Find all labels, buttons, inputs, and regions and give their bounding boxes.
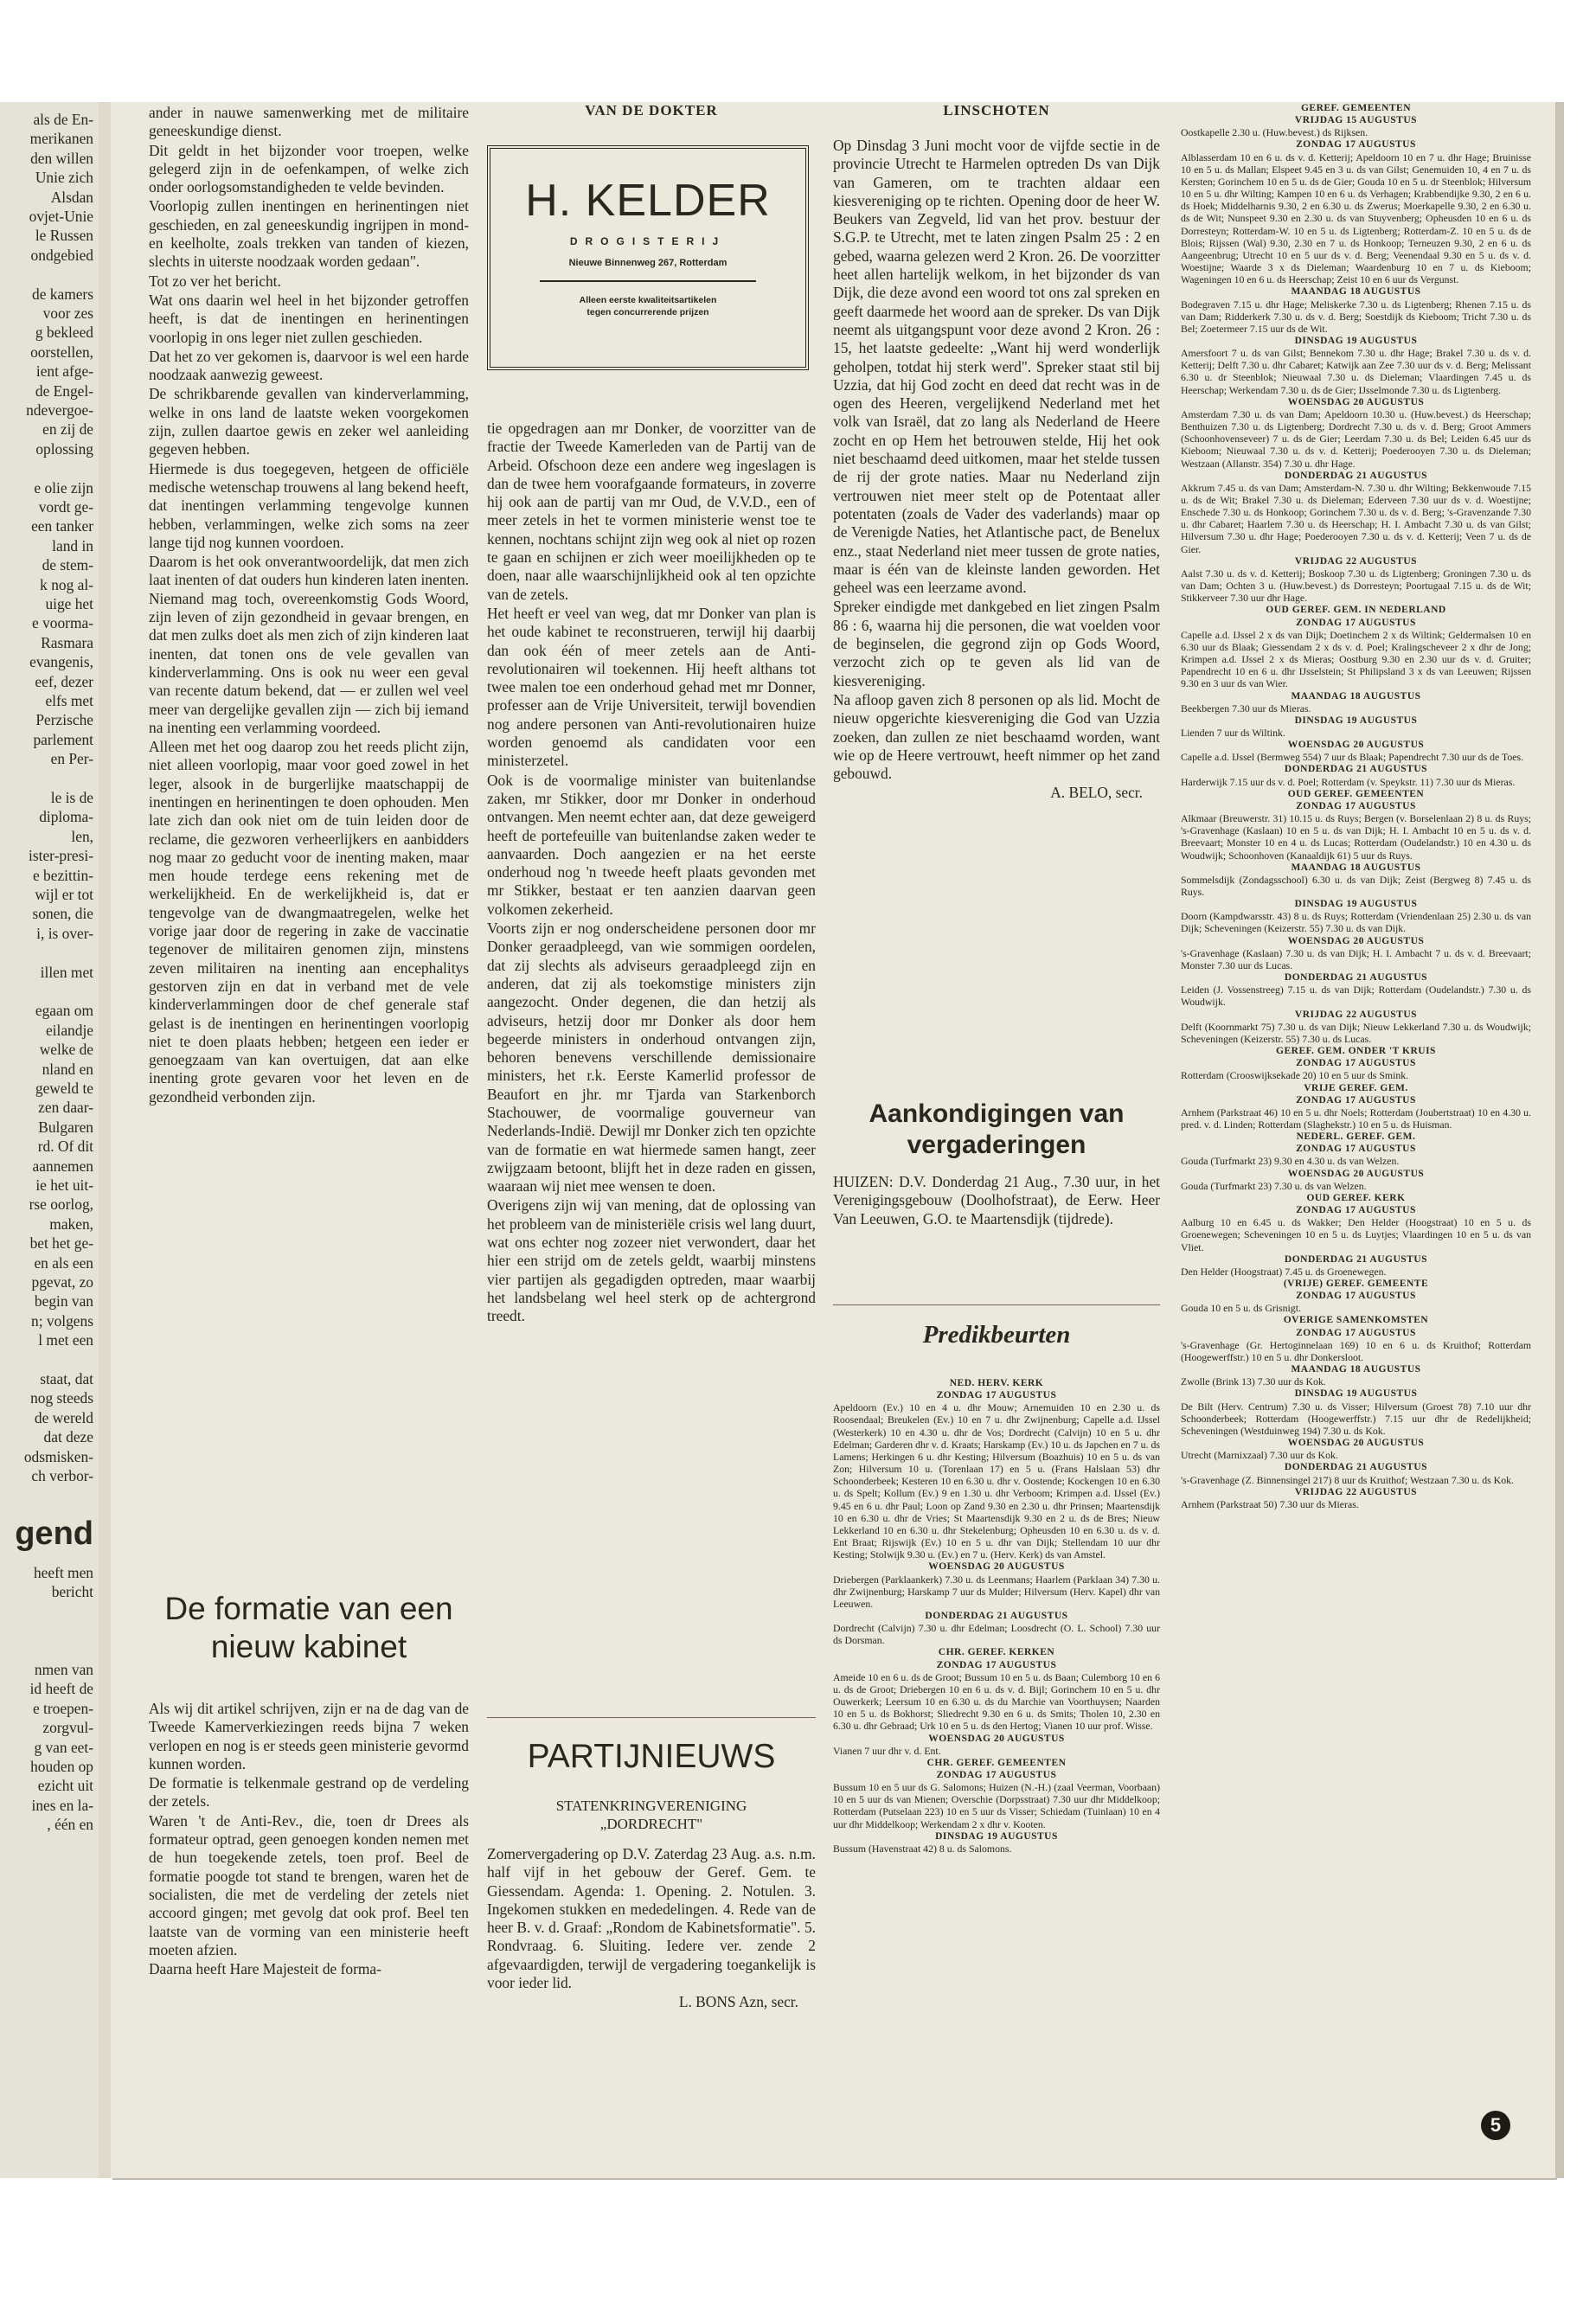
- left-page-fragment: le is de: [50, 789, 93, 806]
- left-page-fragment: len,: [71, 827, 93, 845]
- service-heading: WOENSDAG 20 AUGUSTUS: [928, 1561, 1065, 1573]
- service-entry: Dordrecht (Calvijn) 7.30 u. dhr Edelman; Loosdrecht (O. L. School) 7.30 uur ds Dorsman.: [833, 1622, 1160, 1647]
- paragraph: Hiermede is dus toegegeven, hetgeen de officiële medische wetenschap trouwens al lang bekend heeft, dat inentingen verlamming tengevolge kunnen hebben, verlammingen, welke zich soms na zeer lange tijd nog kunnen voordoen.: [149, 459, 469, 551]
- service-heading: WOENSDAG 20 AUGUSTUS: [928, 1733, 1065, 1744]
- service-heading: DONDERDAG 21 AUGUSTUS: [925, 1610, 1068, 1621]
- service-heading: ZONDAG 17 AUGUSTUS: [1296, 800, 1416, 811]
- left-page-fragment: den willen: [30, 149, 93, 167]
- ad-type: DROGISTERIJ: [569, 235, 727, 247]
- paragraph: Spreker eindigde met dankgebed en liet zingen Psalm 86 : 6, waarna hij die personen, die wat voelden voor de beginselen, die gegrond zijn op Gods Woord, verzocht zich op te geven als lid van de kiesvereniging.: [833, 598, 1160, 689]
- left-page-fragment: aannemen: [32, 1157, 93, 1175]
- left-page-fragment: eilandje: [45, 1021, 93, 1039]
- service-heading: ZONDAG 17 AUGUSTUS: [1296, 1327, 1416, 1338]
- ad-slogan-2: tegen concurrerende prijzen: [586, 307, 709, 317]
- left-page-fragment: l met een: [38, 1331, 93, 1349]
- service-heading: VRIJDAG 22 AUGUSTUS: [1294, 1009, 1418, 1020]
- paragraph: Waren 't de Anti-Rev., die, toen dr Drees als formateur optrad, geen genoegen konden nemen met de hun toegekende zetels, toen prof. Beel de formatie poogde tot stand te brengen, waren het de socialisten, die met de verdeling der zetels niet accoord gingen; met gevolg dat ook prof. Beel ten laatste van de vorming van een ministerie heeft moeten afzien.: [149, 1811, 469, 1958]
- partijnieuws-text-block: [487, 1845, 816, 2013]
- service-entry: Driebergen (Parklaankerk) 7.30 u. ds Leenmans; Haarlem (Parklaan 34) 7.30 u. dhr Zwijnenburg; Harskamp 7 uur ds Mulder; Hilversum (Herv. Kapel) dhr van Leeuwen.: [833, 1573, 1160, 1610]
- left-page-fragment: e troepen-: [32, 1699, 93, 1717]
- paragraph: Het heeft er veel van weg, dat mr Donker van plan is het oude kabinet te reconstrueren, terwijl hij daarbij dan ook één of meer zetels aan de Anti-revolutionairen wil toekennen. Hij heeft althans tot twee malen toe een onderhoud gehad met mr Donner, professer aan de Vrije Universiteit, terwijl bovendien nog andere personen van Anti-revolutionairen huize worden genoemd als candidaten voor een ministerzetel.: [487, 604, 816, 770]
- service-entry: Lienden 7 uur ds Wiltink.: [1181, 726, 1285, 739]
- service-heading: DONDERDAG 21 AUGUSTUS: [1284, 1253, 1428, 1265]
- paragraph: Alleen met het oog daarop zou het reeds plicht zijn, niet alleen voorlopig, maar voor goed zowel in het leger, alsook in de burgerlijke maatschappij de inentingen en herinentingen te doen ophouden. Men late zich dan ook niet om de tuin leiden door de reclame, die gezworen verheerlijkers en aanbidders nog maar zo geducht voor de inenting maken, maar men houde terdege eens rekening met de werkelijkheid. En de werkelijkheid is, dat er tengevolge van de dwangmaatregelen, welke het vorige jaar door de regering in zake de vaccinatie tegenover de militairen genomen zijn, minstens zeven militairen na inenting aan encephalitys gestorven zijn en dat in verband met de vele kinderverlammingen door de chef generale staf gelast is de inentingen en herinentingen voorlopig niet te doen plaats hebben; hetgeen een ieder er genoegzaam van kan overtuigen, dat aan elke inenting grote gevaren voor het leven en de gezondheid verbonden zijn.: [149, 738, 469, 1106]
- left-page-fragment: Alsdan: [50, 188, 93, 206]
- service-heading: OVERIGE SAMENKOMSTEN: [1283, 1315, 1429, 1326]
- left-page-fragment: gend: [15, 1516, 93, 1553]
- left-page-fragment: g bekleed: [35, 324, 93, 342]
- service-heading: (VRIJE) GEREF. GEMEENTE: [1283, 1279, 1429, 1289]
- service-heading: ZONDAG 17 AUGUSTUS: [1296, 1144, 1416, 1155]
- left-page-fragment: voor zes: [42, 304, 93, 322]
- left-page-fragment: ndevergoe-: [26, 401, 93, 419]
- service-entry: Vianen 7 uur dhr v. d. Ent.: [833, 1744, 941, 1757]
- left-page-fragment: eef, dezer: [35, 672, 93, 690]
- paragraph: Overigens zijn wij van mening, dat de oplossing van het probleem van de ministeriële crisis wel lang duurt, wat ons echter nog zozeer niet verwondert, daar het hier een strijd om de zetels geldt, waarbij minstens vier partijen als gegadigden optreden, maar waarbij het landsbelang wel heel sterk op de achtergrond treedt.: [487, 1196, 816, 1325]
- left-page-fragment: nmen van: [34, 1661, 93, 1678]
- formatie-heading: De formatie van een nieuw kabinet: [164, 1591, 453, 1665]
- paragraph: Als wij dit artikel schrijven, zijn er na de dag van de Tweede Kamerverkiezingen reeds bijna 7 weken verlopen en nog is er steeds geen ministerie gevormd kunnen worden.: [149, 1700, 469, 1772]
- left-page-fragment: maken,: [49, 1215, 93, 1233]
- service-heading: ZONDAG 17 AUGUSTUS: [1296, 139, 1416, 151]
- left-page-fragment: e bezittin-: [32, 866, 93, 884]
- service-heading: WOENSDAG 20 AUGUSTUS: [1287, 740, 1425, 751]
- service-entry: Amsterdam 7.30 u. ds van Dam; Apeldoorn 10.30 u. (Huw.bevest.) ds Heerschap; Benthuizen 7.30 u. ds Ligtenberg; Dordrecht 7.30 u. ds v. d. Berg; Groot Ammers (Schoonhovenseveer) 7 u. ds de Gier; Leerdam 7.30 u. ds Bel; Leiden 6.45 uur ds Kieboom; Nieuwaal 7.30 u. ds v. d. Ketterij; Poederooyen 7.30 u. ds Dieleman; Westzaan (Allanstr. 354) 7.30 u. dhr Hage.: [1181, 407, 1531, 470]
- column-1: [149, 104, 469, 1107]
- paragraph: Dat het zo ver gekomen is, daarvoor is wel een harde noodzaak aanwezig geweest.: [149, 347, 469, 384]
- service-entry: Zwolle (Brink 13) 7.30 uur ds Kok.: [1181, 1375, 1326, 1388]
- partijnieuws-signature: L. BONS Azn, secr.: [678, 1993, 798, 2011]
- left-page-fragment: heeft men: [33, 1564, 93, 1581]
- left-page-fragment: nog steeds: [30, 1389, 93, 1407]
- left-page-fragment: geweld te: [35, 1080, 93, 1097]
- advertisement-kelder: [487, 145, 809, 370]
- left-page-fragment: bericht: [51, 1583, 93, 1601]
- left-page-fragment: staat, dat: [40, 1370, 93, 1388]
- left-page-fragment: egaan om: [35, 1002, 93, 1020]
- left-page-fragment: nland en: [42, 1060, 93, 1078]
- service-heading: DONDERDAG 21 AUGUSTUS: [1284, 764, 1428, 775]
- service-heading: ZONDAG 17 AUGUSTUS: [1296, 1094, 1416, 1106]
- left-page-fragment: de Engel-: [35, 381, 93, 400]
- formatie-article: [149, 1700, 469, 1979]
- service-entry: Leiden (J. Vossenstreeg) 7.15 u. ds van Dijk; Rotterdam (Oudelandstr.) 7.30 u. ds Woudwijk.: [1181, 984, 1531, 1009]
- left-page-fragment: ch verbor-: [31, 1467, 93, 1484]
- service-heading: DINSDAG 19 AUGUSTUS: [935, 1830, 1058, 1842]
- left-page-fragment: ines en la-: [31, 1796, 93, 1814]
- linschoten-article: [833, 137, 1160, 783]
- service-entry: 's-Gravenhage (Kaslaan) 7.30 u. ds van Dijk; H. I. Ambacht 7 u. ds v. d. Breevaart; Monster 7.30 uur ds Lucas.: [1181, 946, 1531, 971]
- service-entry: Aalst 7.30 u. ds v. d. Ketterij; Boskoop 7.30 u. ds Ligtenberg; Groningen 7.30 u. ds van Dam; Ochten 3 u. (Huw.bevest.) ds Dorresteyn; Poortugaal 7.15 u. ds de Wit; Stikkerveer 7.30 uur dhr Hage.: [1181, 567, 1531, 605]
- formatie-text: [149, 1700, 469, 1978]
- left-page-fragment: e olie zijn: [34, 478, 93, 497]
- service-heading: NEDERL. GEREF. GEM.: [1296, 1131, 1416, 1143]
- left-page-fragment: pgevat, zo: [31, 1273, 93, 1291]
- service-heading: ZONDAG 17 AUGUSTUS: [1296, 1205, 1416, 1216]
- ad-address: Nieuwe Binnenweg 267, Rotterdam: [568, 258, 727, 268]
- paragraph: tie opgedragen aan mr Donker, de voorzitter van de fractie der Tweede Kamerleden van de Partij van de Arbeid. Ofschoon deze een andere weg ingeslagen is dan de twee hem voorafgaande formateurs, in zoverre hij ook aan de partij van mr Oud, de V.V.D., een of meer zetels in het te vormen ministerie wenst toe te kennen, nochtans schijnt zijn weg ook al niet op rozen te gaan en schijnen er zich weer moeilijkheden op te doen, naar alle waarschijnlijkheid ook al ten opzichte van de zetels.: [487, 420, 816, 603]
- paragraph: Voorlopig zullen inentingen en herinentingen niet geschieden, en zal geneeskundig ingrijpen in mond- en keelholte, zoals trekken van tanden of kiezen, slechts in uiterste noodzaak worden gedaan".: [149, 197, 469, 271]
- column-header-linschoten: LINSCHOTEN: [943, 102, 1050, 119]
- service-heading: DINSDAG 19 AUGUSTUS: [1294, 899, 1418, 910]
- left-page-fragment: ie het uit-: [35, 1176, 93, 1194]
- left-page-fragment: de wereld: [34, 1408, 93, 1426]
- left-page-fragment: houden op: [30, 1758, 93, 1775]
- paragraph: Tot zo ver het bericht.: [149, 272, 281, 290]
- partijnieuws-text: Zomervergadering op D.V. Zaterdag 23 Aug. a.s. n.m. half vijf in het gebouw der Geref. Gem. te Giessendam. Agenda: 1. Opening. 2. Notulen. 3. Ingekomen stukken en mededelingen. 4. Rede van de heer B. v. d. Graaf: „Rondom de Kabinetsformatie". 5. Rondvraag. 6. Sluiting. Iedere ver. zende 2 afgevaardigden, terwijl de vergadering toegankelijk is voor ieder lid.: [487, 1845, 816, 1992]
- service-entry: Beekbergen 7.30 uur ds Mieras.: [1181, 702, 1311, 715]
- service-heading: WOENSDAG 20 AUGUSTUS: [1287, 396, 1425, 407]
- service-heading: ZONDAG 17 AUGUSTUS: [1296, 1058, 1416, 1069]
- service-heading: MAANDAG 18 AUGUSTUS: [1291, 862, 1421, 873]
- paragraph: De schrikbarende gevallen van kinderverlamming, welke in ons land de laatste weken voorgekomen zijn, zullen daartoe gewis en zeker wel aanleiding gegeven hebben.: [149, 385, 469, 458]
- left-page-fragment: g van eet-: [34, 1738, 93, 1756]
- service-heading: GEREF. GEM. ONDER 'T KRUIS: [1276, 1046, 1436, 1057]
- left-page-fragment: i, is over-: [36, 924, 93, 942]
- left-page-fragment: Rasmara: [41, 633, 93, 651]
- service-heading: DONDERDAG 21 AUGUSTUS: [1284, 1462, 1428, 1473]
- left-page-fragment: oorstellen,: [30, 343, 93, 361]
- left-page-fragment: Bulgaren: [38, 1118, 93, 1136]
- service-entry: Bussum (Havenstraat 42) 8 u. ds Salomons.: [833, 1842, 1012, 1855]
- left-page-fragment: ovjet-Unie: [29, 208, 93, 225]
- service-heading: OUD GEREF. GEMEENTEN: [1287, 788, 1425, 799]
- service-entry: Akkrum 7.45 u. ds van Dam; Amsterdam-N. 7.30 u. dhr Wilting; Bekkenwoude 7.15 u. ds de Wit; Brakel 7.30 u. ds Dieleman; Ederveen 7.30 uur ds v. d. Woestijne; Enschede 7.30 u. ds Honkoop; Gorinchem 7.30 u. ds v. d. Berg; 's-Gravenzande 7.30 u. dhr Cabaret; Haarlem 7.30 u. ds Heerschap; H. I. Ambacht 7.30 u. ds van Gilst; Hilversum 7.30 u. dhr Hage; Poederooyen 7.30 u. ds v. d. Ketterij; Veen 7 u. ds de Gier.: [1181, 481, 1531, 555]
- page-edge-right: [1555, 102, 1564, 2178]
- formatie-article-continued: [487, 420, 816, 1326]
- left-page-fragment: oplossing: [35, 439, 93, 458]
- service-entry: Harderwijk 7.15 uur ds v. d. Poel; Rotterdam (v. Speykstr. 11) 7.30 uur ds Mieras.: [1181, 775, 1516, 788]
- service-entry: Alblasserdam 10 en 6 u. ds v. d. Ketterij; Apeldoorn 10 en 7 u. dhr Hage; Bruinisse 10 en 5 u. ds Mallan; Elspeet 9.45 en 3 u. ds van Gilst; Genemuiden 10, 4 en 7 u. ds Kersten; Gorinchem 10 en 5 u. ds de Gier; Gouda 10 en 5 u. dr Steenblok; Hilversum 10 en 5 u. dhr Wilting; Kampen 10 en 6 u. ds Verhagen; Krabbendijke 9.30, 2 en 6 u. ds Hoek; Middelharnis 9.30, 2 en 6.30 u. ds Zwerus; Moerkapelle 9.30, 2 en 6.30 u. ds de Wit; Nunspeet 9.30 en 2.30 u. ds van Stuyvenberg; Opheusden 10 en 6 u. ds Dorresteyn; Rotterdam-W. 10 en 5 u. ds Ligtenberg; Rotterdam-Z. 10 en 5 u. ds de Blois; Rijssen (Wal) 9.30, 2.30 en 7 u. ds Honkoop; Terneuzen 9.30, 2 en 6 u. ds Aangeenbrug; Utrecht 10 en 5 uur ds v. d. Berg; Veenendaal 9.30 en 5 u. ds v. d. Woestijne; Waarde 3 x ds Dieleman; Waardenburg 10 en 7 u. ds Kieboom; Wageningen 10 en 6 u. ds Heerschap; Zeist 10 en 6 uur ds Vergunst.: [1181, 151, 1531, 286]
- left-page-fragment: en als een: [34, 1253, 93, 1272]
- service-heading: WOENSDAG 20 AUGUSTUS: [1287, 1168, 1425, 1179]
- service-entry: Delft (Koornmarkt 75) 7.30 u. ds van Dijk; Nieuw Lekkerland 7.30 u. ds Woudwijk; Scheveningen (Keizerstr. 55) 7.30 u. ds Lucas.: [1181, 1020, 1531, 1045]
- linschoten-signature: A. BELO, secr.: [1050, 784, 1143, 802]
- service-heading: CHR. GEREF. KERKEN: [938, 1647, 1055, 1658]
- left-page-fragment: een tanker: [31, 517, 93, 535]
- column-4-services: [1181, 102, 1531, 1510]
- divider-predikbeurten: [833, 1304, 1160, 1305]
- left-page-fragment: en Per-: [50, 750, 93, 768]
- ad-divider: [540, 280, 756, 282]
- left-page-fragment: illen met: [40, 963, 93, 981]
- service-entry: Den Helder (Hoogstraat) 7.45 u. ds Groenewegen.: [1181, 1265, 1387, 1278]
- service-heading: VRIJDAG 22 AUGUSTUS: [1294, 1486, 1418, 1497]
- left-page-fragment: rd. Of dit: [37, 1138, 93, 1156]
- left-page-fragment: elfs met: [45, 692, 93, 709]
- service-heading: ZONDAG 17 AUGUSTUS: [936, 1770, 1057, 1780]
- service-entry: Apeldoorn (Ev.) 10 en 4 u. dhr Mouw; Arnemuiden 10 en 2.30 u. ds Roosendaal; Breukelen (Ev.) 10 en 7 u. dhr Zwijnenburg; Capelle a.d. IJssel (Westerkerk) 10 en 4.30 u. dhr de Vos; Dordrecht (Calvijn) 10 en 5 u. dhr Edelman; Garderen dhr v. d. Kraats; Harskamp (Ev.) 10 u. ds Japchen en 7 u. ds Lamens; Herkingen 6 u. dhr Kesting; Hilversum (Boazhuis) 10 en 5 u. ds van Zon; Hilversum 10 u. (Torenlaan 17) en 5 u. (Frans Halslaan 53) dhr Schoonderbeek; Kesteren 10 en 6.30 u. dhr v. Oostende; Kockengen 10 en 6.30 u. ds Spelt; Kollum (Ev.) 9 en 1.30 u. dhr Verboom; Krimpen a.d. IJssel (Ev.) 9.45 en 6 u. dhr Paul; Loon op Zand 9.30 en 2.30 u. dhr Prinsen; Maartensdijk 10 en 6.30 u. dhr de Vries; St Maartensdijk 9.30 en 2 u. ds de Bres; Nieuw Lekkerland 10 en 6.30 u. dhr Stekelenburg; Opheusden 10 en 6.30 u. ds v. d. Ent Braat; Rijswijk (Ev.) 10 en 5 u. dhr van Dijk; Stellendam 10 uur dhr Kesting; Stolwijk 9.30 u. (Ev.) en 7 u. (Herv. Kerk) ds van Amstel.: [833, 1401, 1160, 1561]
- service-heading: ZONDAG 17 AUGUSTUS: [936, 1390, 1057, 1401]
- service-entry: Oostkapelle 2.30 u. (Huw.bevest.) ds Rijksen.: [1181, 126, 1368, 139]
- service-heading: OUD GEREF. KERK: [1306, 1192, 1406, 1203]
- service-entry: Capelle a.d. IJssel 2 x ds van Dijk; Doetinchem 2 x ds Wiltink; Geldermalsen 10 en 6.30 uur ds Blaak; Giessendam 2 x ds v. d. Poel; Kralingscheveer 2 x dhr de Jong; Krimpen a.d. IJssel 2 x ds Mieras; Oostburg 9.30 en 2.30 uur ds v. d. Gruiter; Papendrecht 10 en 6 u. dhr IJsselstein; St Philipsland 3 x ds van Leeuwen; Rijssen 9.30 en 3 uur ds van Wier.: [1181, 628, 1531, 690]
- paragraph: Wat ons daarin wel heel in het bijzonder getroffen heeft, is dat de inentingen en herinentingen voorlopig in ons leger niet zullen geschieden.: [149, 291, 469, 346]
- left-page-fragment: ient afge-: [35, 362, 93, 381]
- paragraph: Op Dinsdag 3 Juni mocht voor de vijfde sectie in de provincie Utrecht te Harmelen optreden Ds van Dijk van Gameren, om te trachten aldaar een kiesvereniging op te richten. Opening door de heer W. Beukers van Zegveld, lid van het prov. bestuur der S.G.P. te Utrecht, met te laten zingen Psalm 25 : 2 en gebed, waarna gelezen werd 2 Kron. 26. De voorzitter heet allen hartelijk welkom, in het bijzonder ds van Dijk, die deze avond een woord tot ons zal spreken en geeft daarmede het woord aan de spreker. Ds van Dijk neemt als uitgangspunt voor deze avond 2 Kron. 26 : 15, het laatste gedeelte: „Want hij werd wonderlijk geholpen, totdat hij sterk werd". Spreker staat stil bij Uzzia, dat hij God zocht en deed dat recht was in de ogen des Heeren, vergelijkend Nederland met het volk van Israël, dat zo lang als Nederland de Heere zocht en op Hem het betrouwen stelde, Hij het ook niet beschaamd deed uitkomen, maar het stelde tussen de rij der grote naties. Maar nu Nederland zijn vertrouwen niet meer stelt op de Potentaat aller potentaten (zoals de Vader des vaderlands) maar op de Verenigde Naties, het Atlantische pact, de Benelux enz., staat Nederland niet meer tussen de grote naties, maar is één van de kleinste landen geworden. Het geheel was een leerzame avond.: [833, 137, 1160, 597]
- ad-slogan-1: Alleen eerste kwaliteitsartikelen: [579, 295, 717, 305]
- predikbeurten-heading: Predikbeurten: [922, 1321, 1071, 1349]
- service-heading: WOENSDAG 20 AUGUSTUS: [1287, 1438, 1425, 1449]
- service-heading: MAANDAG 18 AUGUSTUS: [1291, 1364, 1421, 1375]
- aankondigingen-text: HUIZEN: D.V. Donderdag 21 Aug., 7.30 uur, in het Verenigingsgebouw (Doolhofstraat), de Eerw. Heer Van Leeuwen, G.O. te Maartensdijk (tijdrede).: [833, 1173, 1160, 1227]
- left-page-fragment: rse oorlog,: [29, 1195, 93, 1214]
- paragraph: ander in nauwe samenwerking met de militaire geneeskundige dienst.: [149, 104, 469, 140]
- left-page-fragment: sonen, die: [32, 905, 93, 923]
- left-page-fragment: de stem-: [42, 556, 93, 574]
- paragraph: De formatie is telkenmale gestrand op de verdeling der zetels.: [149, 1774, 469, 1811]
- paragraph: Na afloop gaven zich 8 personen op als lid. Mocht de nieuw opgerichte kiesvereniging die God van Uzzia zoeken, dan zullen ze niet beschaamd worden, want wie op de Heere vertrouwt, heeft nimmer op het zand gebouwd.: [833, 690, 1160, 783]
- service-entry: Bussum 10 en 5 uur ds G. Salomons; Huizen (N.-H.) (zaal Veerman, Voorbaan) 10 en 5 uur ds van Mienen; Overschie (Dorpsstraat) 7.30 uur dhr Middelkoop; Rotterdam (Putselaan 223) 10 en 5 uur ds Visser; Schiedam (Tuinlaan) 10 en 4 uur dhr Middelkoop; Werkendam 2 x dhr v. Kooten.: [833, 1781, 1160, 1830]
- left-page-fragment: wijl er tot: [35, 886, 93, 903]
- service-entry: Arnhem (Parkstraat 46) 10 en 5 u. dhr Noels; Rotterdam (Joubertstraat) 10 en 4.30 u. pred. v. d. Linden; Rotterdam (Slaghekstr.) 10 en 5 u. ds Huisman.: [1181, 1106, 1531, 1131]
- left-page-fragment: en zij de: [42, 420, 93, 439]
- aankondigingen-heading: Aankondigingen van vergaderingen: [869, 1099, 1125, 1159]
- left-page-fragment: n; volgens: [31, 1311, 93, 1330]
- service-heading: MAANDAG 18 AUGUSTUS: [1291, 690, 1421, 702]
- paragraph: Dit geldt in het bijzonder voor troepen, welke gelegerd zijn in de oefenkampen, of welke zich onder oorlogsomstandigheden te velde bevinden.: [149, 141, 469, 196]
- paragraph: Daarna heeft Hare Majesteit de forma-: [149, 1960, 381, 1978]
- paragraph: Daarom is het ook onverantwoordelijk, dat men zich laat inenten of dat ouders hun kinderen laten inenten. Niemand mag toch, overeenkomstig Gods Woord, zijn leven of zijn gezondheid in gevaar brengen, en dat men zulks doet als men zich of zijn kinderen laat inenten, dat tonen ons de vele gevallen van kinderverlamming. Ons is ook nu weer een geval van recente datum bekend, dat — er zullen wel veel meer van dergelijke gevallen zijn — zich bij iemand na inenting een verlamming voordeed.: [149, 553, 469, 736]
- left-page-edge: [0, 102, 99, 2178]
- service-entry: Gouda (Turfmarkt 23) 7.30 u. ds van Welzen.: [1181, 1179, 1367, 1192]
- service-heading: DINSDAG 19 AUGUSTUS: [1294, 1388, 1418, 1400]
- left-page-fragment: Perzische: [35, 711, 93, 729]
- service-heading: ZONDAG 17 AUGUSTUS: [936, 1659, 1057, 1670]
- service-heading: VRIJDAG 15 AUGUSTUS: [1294, 115, 1418, 126]
- service-entry: Gouda 10 en 5 u. ds Grisnigt.: [1181, 1302, 1301, 1315]
- service-heading: ZONDAG 17 AUGUSTUS: [1296, 1291, 1416, 1302]
- service-entry: Amersfoort 7 u. ds van Gilst; Bennekom 7.30 u. dhr Hage; Brakel 7.30 u. ds v. d. Ketterij; Delft 7.30 u. dhr Cabaret; Katwijk aan Zee 7.30 uur ds v. d. Berg; Melissant 6.30 u. dr Steenblok; Nieuwaal 7.30 u. ds Dieleman; Vlaardingen 7.45 u. ds Heerschap; Werkendam 7.30 u. ds de Gier; IJsselmonde 7.30 u. ds Ligtenberg.: [1181, 347, 1531, 396]
- left-page-fragment: merikanen: [29, 130, 93, 148]
- service-entry: De Bilt (Herv. Centrum) 7.30 u. ds Visser; Hilversum (Groest 78) 7.10 uur dhr Schoonderbeek; Rotterdam (Hoogewerffstr.) 7.15 uur dhr de Redelijkheid; Scheveningen (Westduinweg 194) 7.30 u. ds Kok.: [1181, 1400, 1531, 1437]
- left-page-fragment: ezicht uit: [37, 1777, 93, 1795]
- left-page-fragment: k nog al-: [40, 575, 93, 593]
- service-heading: WOENSDAG 20 AUGUSTUS: [1287, 935, 1425, 946]
- service-entry: Sommelsdijk (Zondagsschool) 6.30 u. ds van Dijk; Zeist (Bergweg 8) 7.45 u. ds Ruys.: [1181, 873, 1531, 898]
- left-page-fragment: dat deze: [43, 1428, 93, 1446]
- service-heading: DINSDAG 19 AUGUSTUS: [1294, 335, 1418, 346]
- partijnieuws-sub-2: „DORDRECHT": [599, 1816, 703, 1832]
- left-page-fragment: e voorma-: [32, 614, 93, 632]
- left-page-fragment: zorgvul-: [42, 1719, 93, 1737]
- left-page-fragment: land in: [52, 536, 93, 554]
- service-entry: Gouda (Turfmarkt 23) 9.30 en 4.30 u. ds van Welzen.: [1181, 1155, 1400, 1168]
- paragraph: Ook is de voormalige minister van buitenlandse zaken, mr Stikker, door mr Donker in onderhoud ontvangen. Men neemt echter aan, dat deze geweigerd heeft de portefeuille van buitenlandse zaken weder te aanvaarden. Doch aangezien er na het eerste onderhoud nog 'n tweede heeft plaats gevonden met mr Stikker, bestaat er ten aanzien daarvan geen volkomen zekerheid.: [487, 771, 816, 918]
- page-number: 5: [1481, 2111, 1510, 2140]
- doctor-article-continued: [149, 104, 469, 1106]
- ad-name: H. KELDER: [525, 176, 771, 226]
- service-entry: Rotterdam (Crooswijksekade 20) 10 en 5 uur ds Smink.: [1181, 1069, 1409, 1082]
- left-page-fragment: evangenis,: [29, 653, 93, 671]
- left-page-fragment: uige het: [45, 595, 93, 612]
- left-page-fragment: , één en: [47, 1816, 93, 1834]
- service-heading: ZONDAG 17 AUGUSTUS: [1296, 617, 1416, 628]
- service-entry: Aalburg 10 en 6.45 u. ds Wakker; Den Helder (Hoogstraat) 10 en 5 u. ds Groenewegen; Scheveningen 10 en 5 u. ds Luytjes; Vlaardingen 10 en 5 u. ds van Vliet.: [1181, 1216, 1531, 1253]
- service-entry: Arnhem (Parkstraat 50) 7.30 uur ds Mieras.: [1181, 1497, 1359, 1510]
- partijnieuws-heading: PARTIJNIEUWS: [527, 1738, 776, 1775]
- left-page-fragment: als de En-: [33, 111, 93, 128]
- service-entry: Capelle a.d. IJssel (Bermweg 554) 7 uur ds Blaak; Papendrecht 7.30 uur ds de Toes.: [1181, 751, 1524, 764]
- left-page-fragment: Unie zich: [35, 169, 93, 187]
- service-heading: DONDERDAG 21 AUGUSTUS: [1284, 972, 1428, 984]
- service-heading: NED. HERV. KERK: [949, 1378, 1044, 1388]
- service-entry: 's-Gravenhage (Z. Binnensingel 217) 8 uur ds Kruithof; Westzaan 7.30 u. ds Kok.: [1181, 1473, 1514, 1486]
- paragraph: Voorts zijn er nog onderscheidene personen door mr Donker geraadpleegd, van wie sommigen oordelen, dat zij slechts als adviseurs geraadpleegd zijn en anderen, dat zij als toekomstige ministers zijn aangezocht. Onder degenen, die dan hetzij als adviseurs, hetzij door mr Donker als door hem begeerde ministers in onderhoud ontvangen zijn, behoren benevens verschillende demissionaire ministers, het r.k. Eerste Kamerlid professor de Beaufort en jhr. mr Tjarda van Starkenborch Stachouwer, de voormalige gouverneur van Nederlands-Indië. Dewijl mr Donker zich ten opzichte van de formatie en wat hiermede samen hangt, zeer zwijgzaam betoont, blijft het in deze raden en gissen, waaraan wij niet mee wensen te doen.: [487, 920, 816, 1195]
- predikbeurten-list: [833, 1377, 1160, 1855]
- service-heading: CHR. GEREF. GEMEENTEN: [926, 1757, 1067, 1768]
- service-entry: Utrecht (Marnixzaal) 7.30 uur ds Kok.: [1181, 1449, 1338, 1462]
- service-heading: VRIJDAG 22 AUGUSTUS: [1294, 555, 1418, 567]
- left-page-fragment: bet het ge-: [29, 1234, 93, 1253]
- left-page-fragment: zen daar-: [38, 1099, 93, 1117]
- left-page-fragment: le Russen: [35, 227, 93, 245]
- left-page-fragment: begin van: [34, 1292, 93, 1311]
- left-page-fragment: vordt ge-: [38, 498, 93, 516]
- column-2: [487, 420, 816, 1327]
- service-entry: Doorn (Kampdwarsstr. 43) 8 u. ds Ruys; Rotterdam (Vriendenlaan 25) 2.30 u. ds van Dijk; Scheveningen (Keizerstr. 55) 7.30 u. ds van Dijk.: [1181, 910, 1531, 935]
- aankondigingen-block: [833, 1173, 1160, 1229]
- service-entry: Bodegraven 7.15 u. dhr Hage; Meliskerke 7.30 u. ds Ligtenberg; Rhenen 7.15 u. ds van Dam; Ridderkerk 7.30 u. ds v. d. Berg; Soestdijk ds Kieboom; Tricht 7.30 u. ds Bel; Zoetermeer 7.15 uur ds de Wit.: [1181, 298, 1531, 335]
- service-heading: VRIJE GEREF. GEM.: [1304, 1082, 1408, 1093]
- left-page-fragment: ister-presi-: [29, 847, 93, 865]
- partijnieuws-sub-1: STATENKRINGVERENIGING: [555, 1798, 747, 1814]
- service-heading: DONDERDAG 21 AUGUSTUS: [1284, 470, 1428, 481]
- service-entry: 's-Gravenhage (Gr. Hertoginnelaan 169) 10 en 6 u. ds Kruithof; Rotterdam (Hoogewerffstr.) 10 en 5 u. dhr Donkersloot.: [1181, 1338, 1531, 1363]
- column-3: [833, 137, 1160, 804]
- left-page-fragment: diploma-: [39, 808, 93, 826]
- divider-partijnieuws: [487, 1717, 816, 1718]
- left-page-fragment: welke de: [39, 1041, 93, 1059]
- service-heading: GEREF. GEMEENTEN: [1300, 103, 1412, 113]
- service-entry: Ameide 10 en 6 u. ds de Groot; Bussum 10 en 5 u. ds Baan; Culemborg 10 en 6 u. ds de Groot; Driebergen 10 en 6 u. ds v. d. Bijl; Gorinchem 10 en 5 u. dhr Ouwerkerk; Leersum 10 en 6.30 u. ds du Marchie van Voorthuysen; Naarden 10 en 5 u. ds Bokhorst; Sliedrecht 9.30 en 6 u. ds Smits; Tholen 10, 2.30 en 6.30 u. dhr Gebraad; Urk 10 en 5 u. ds den Hertog; Vianen 10 uur prof. Wisse.: [833, 1670, 1160, 1733]
- service-heading: MAANDAG 18 AUGUSTUS: [1291, 286, 1421, 298]
- column-header-doctor: VAN DE DOKTER: [585, 102, 718, 119]
- left-page-fragment: parlement: [33, 730, 93, 748]
- left-page-fragment: id heeft de: [29, 1680, 93, 1698]
- left-page-fragment: odsmisken-: [23, 1447, 93, 1465]
- service-heading: OUD GEREF. GEM. IN NEDERLAND: [1266, 605, 1446, 616]
- left-page-fragment: de kamers: [32, 285, 93, 303]
- left-page-fragment: ondgebied: [30, 246, 93, 264]
- service-heading: DINSDAG 19 AUGUSTUS: [1294, 715, 1418, 726]
- service-entry: Alkmaar (Breuwerstr. 31) 10.15 u. ds Ruys; Bergen (v. Borselenlaan 2) 8 u. ds Ruys; 's-Gravenhage (Kaslaan) 10 en 5 u. ds van Dijk; H. I. Ambacht 10 en 5 u. ds v. d. Breevaart; Monster 10 en 4 u. ds Lucas; Rotterdam (Oudelandstr.) 10 en 4.30 u. ds Woudwijk; Schoonhoven (Kanaaldijk 61) 5 uur ds Ruys.: [1181, 812, 1531, 862]
